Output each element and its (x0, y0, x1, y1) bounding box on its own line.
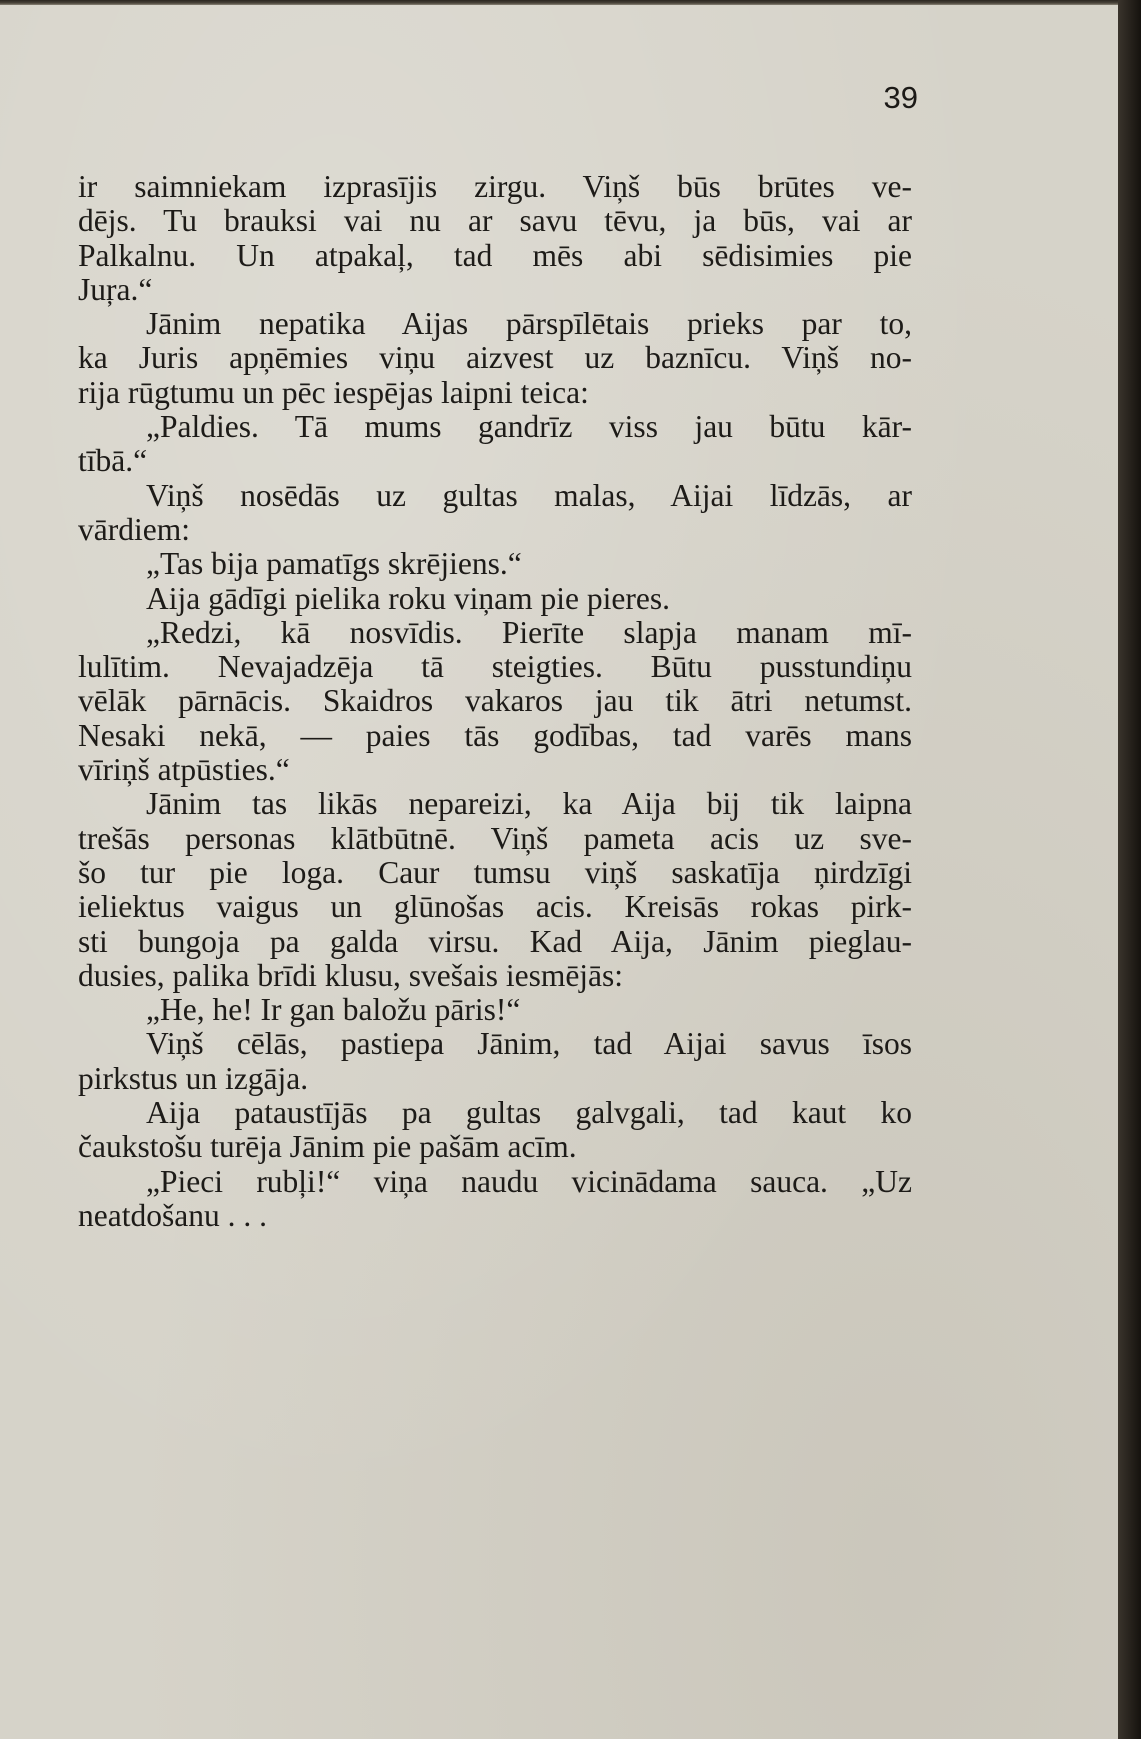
text-line: Nesaki nekā, — paies tās godības, tad varēs mans (78, 717, 912, 753)
page-number: 39 (883, 80, 918, 115)
text-line: čaukstošu turēja Jānim pie pašām acīm. (78, 1129, 577, 1165)
text-line: Aija gādīgi pielika roku viņam pie pieres. (146, 580, 670, 616)
text-line: Juŗa.“ (78, 271, 153, 307)
text-line: ka Juris apņēmies viņu aizvest uz baznīcu. Viņš no- (78, 340, 912, 376)
text-line: šo tur pie loga. Caur tumsu viņš saskatīja ņirdzīgi (78, 854, 912, 890)
text-line: rija rūgtumu un pēc iespējas laipni teica: (78, 374, 589, 410)
text-line: lulītim. Nevajadzēja tā steigties. Būtu pusstundiņu (78, 649, 912, 685)
text-line: neatdošanu . . . (78, 1197, 267, 1233)
text-line: „Paldies. Tā mums gandrīz viss jau būtu kār- (146, 409, 912, 445)
text-line: sti bungoja pa galda virsu. Kad Aija, Jānim pieglau- (78, 923, 912, 959)
text-line: pirkstus un izgāja. (78, 1060, 309, 1096)
text-line: Palkalnu. Un atpakaļ, tad mēs abi sēdisimies pie (78, 237, 912, 273)
body-text (78, 170, 912, 1233)
text-line: vīriņš atpūsties.“ (78, 752, 290, 788)
text-line: trešās personas klātbūtnē. Viņš pameta acis uz sve- (78, 820, 912, 856)
text-line: ieliektus vaigus un glūnošas acis. Kreisās rokas pirk- (78, 889, 912, 925)
text-line: „Pieci rubļi!“ viņa naudu vicinādama sauca. „Uz (146, 1163, 912, 1199)
text-line: „Redzi, kā nosvīdis. Pierīte slapja manam mī- (146, 614, 912, 650)
top-edge (0, 0, 1141, 5)
text-line: vārdiem: (78, 511, 190, 547)
text-line: Jānim nepatika Aijas pārspīlētais prieks par to, (146, 306, 912, 342)
text-line: tībā.“ (78, 443, 148, 479)
text-line: Viņš cēlās, pastiepa Jānim, tad Aijai savus īsos (146, 1026, 912, 1062)
text-line: dējs. Tu brauksi vai nu ar savu tēvu, ja būs, vai ar (78, 203, 912, 239)
text-line: „Tas bija pamatīgs skrējiens.“ (146, 546, 522, 582)
text-line: Aija pataustījās pa gultas galvgali, tad kaut ko (146, 1095, 912, 1131)
book-spine-edge (1118, 0, 1141, 1739)
text-line: dusies, palika brīdi klusu, svešais iesmējās: (78, 957, 624, 993)
text-line: vēlāk pārnācis. Skaidros vakaros jau tik ātri netumst. (78, 683, 912, 719)
text-line: „He, he! Ir gan baložu pāris!“ (146, 992, 521, 1028)
text-line: Jānim tas likās nepareizi, ka Aija bij tik laipna (146, 786, 912, 822)
text-line: ir saimniekam izprasījis zirgu. Viņš būs brūtes ve- (78, 169, 912, 204)
text-line: Viņš nosēdās uz gultas malas, Aijai līdzās, ar (146, 477, 912, 513)
